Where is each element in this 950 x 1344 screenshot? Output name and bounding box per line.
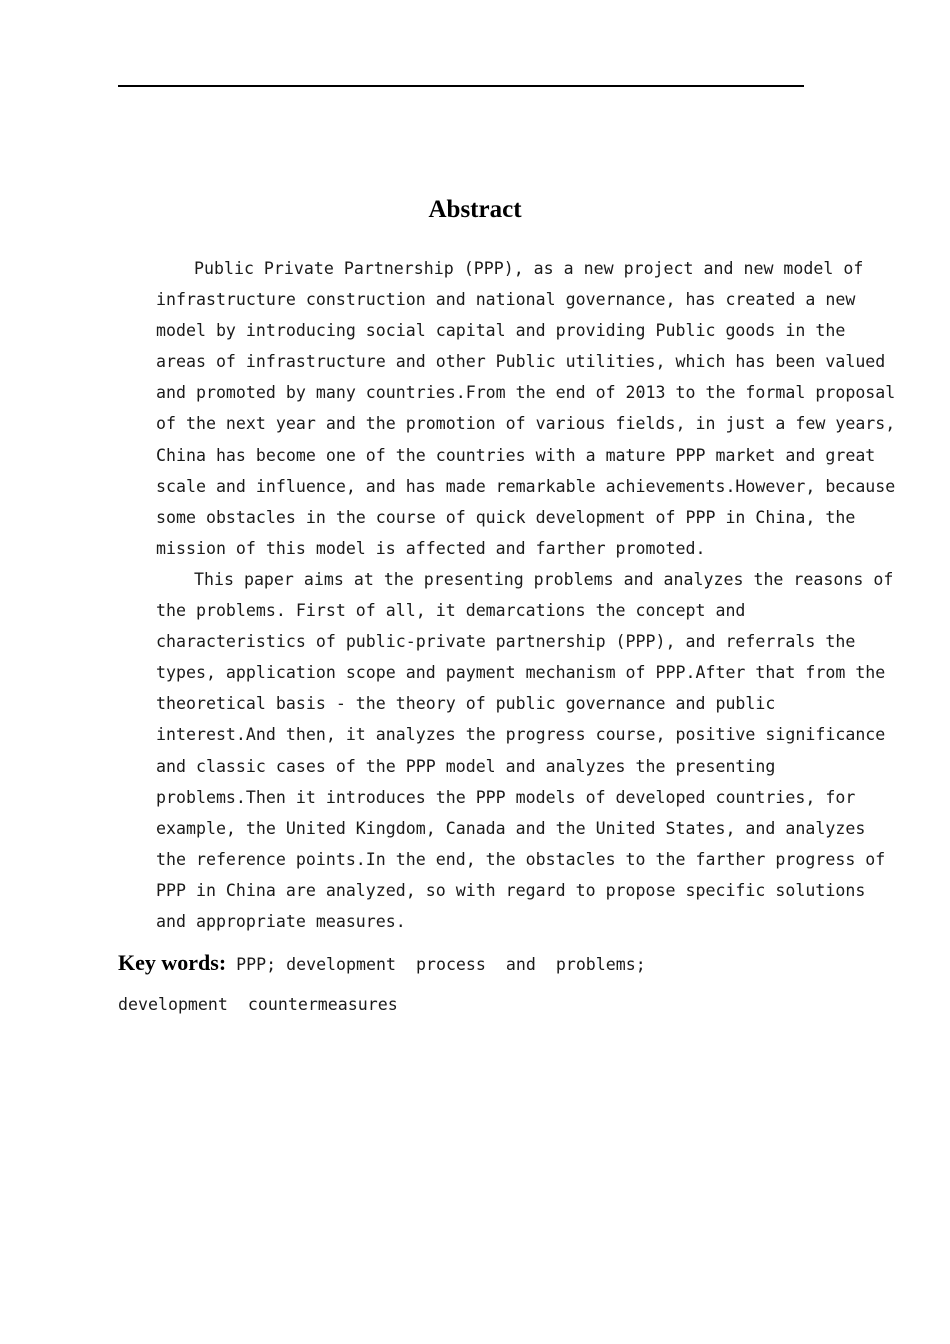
abstract-title: Abstract [428, 196, 522, 223]
paragraph-line: and classic cases of the PPP model and analyzes the presenting [156, 756, 776, 776]
paragraph-line: PPP in China are analyzed, so with regard to propose specific solutions [156, 880, 866, 900]
paragraph-line: the problems. First of all, it demarcations the concept and [156, 601, 746, 621]
paragraph-line: interest.And then, it analyzes the progress course, positive significance [156, 725, 886, 745]
paragraph-line: China has become one of the countries with a mature PPP market and great [156, 445, 876, 465]
abstract-body [118, 253, 896, 937]
abstract-paragraph-1 [118, 253, 896, 564]
paragraph-line: areas of infrastructure and other Public utilities, which has been valued [156, 352, 886, 372]
paragraph-line: and promoted by many countries.From the end of 2013 to the formal proposal [156, 383, 896, 403]
keywords-section [118, 947, 830, 1017]
paragraph-line: infrastructure construction and national governance, has created a new [156, 290, 856, 310]
paragraph-line: and appropriate measures. [156, 911, 406, 931]
keywords-line-2: development countermeasures [118, 995, 398, 1014]
header-rule [118, 85, 804, 87]
paragraph-line: example, the United Kingdom, Canada and the United States, and analyzes [156, 818, 866, 838]
paragraph-line: some obstacles in the course of quick development of PPP in China, the [156, 507, 856, 527]
paragraph-line: types, application scope and payment mechanism of PPP.After that from the [156, 663, 886, 683]
paragraph-line: the reference points.In the end, the obstacles to the farther progress of [156, 849, 886, 869]
paragraph-line: theoretical basis - the theory of public governance and public [156, 694, 776, 714]
paragraph-line: scale and influence, and has made remarkable achievements.However, because [156, 476, 896, 496]
paragraph-line: mission of this model is affected and farther promoted. [156, 538, 706, 558]
keywords-label: Key words: [118, 950, 227, 975]
abstract-paragraph-2 [118, 564, 894, 937]
paragraph-line: model by introducing social capital and providing Public goods in the [156, 321, 846, 341]
paragraph-line: problems.Then it introduces the PPP models of developed countries, for [156, 787, 856, 807]
keywords-row [118, 947, 830, 981]
paragraph-line: characteristics of public-private partnership (PPP), and referrals the [156, 632, 856, 652]
paragraph-line: of the next year and the promotion of various fields, in just a few years, [156, 414, 896, 434]
paragraph-line: Public Private Partnership (PPP), as a new project and new model of [194, 259, 864, 278]
keywords-line-1: PPP; development process and problems; [226, 955, 646, 974]
paragraph-line: This paper aims at the presenting problems and analyzes the reasons of [194, 569, 894, 589]
